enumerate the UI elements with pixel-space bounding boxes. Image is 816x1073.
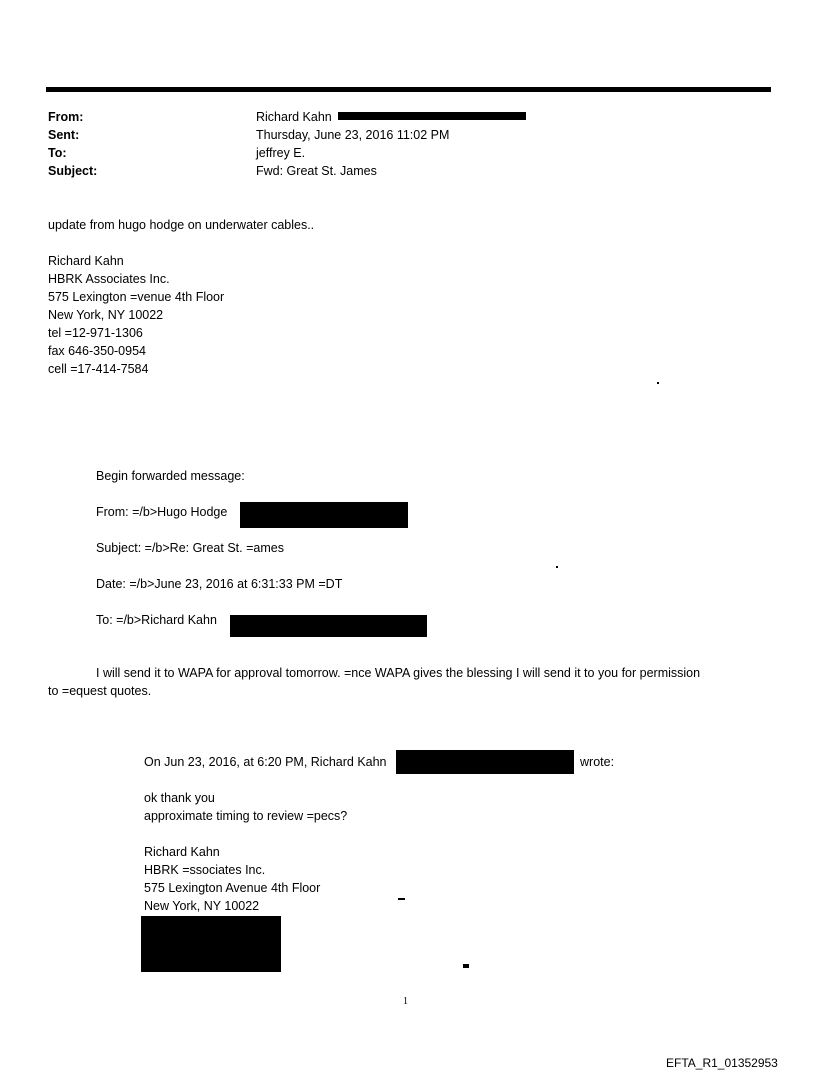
document-id: EFTA_R1_01352953 [666, 1056, 778, 1070]
forward-date: Date: =/b>June 23, 2016 at 6:31:33 PM =DT [96, 577, 343, 591]
speck [398, 898, 405, 900]
forward-message-line-1: I will send it to WAPA for approval tomorrow. =nce WAPA gives the blessing I will send it to you for permission [96, 666, 701, 680]
quoted-signature-line: HBRK =ssociates Inc. [144, 863, 266, 877]
redaction-box [240, 502, 408, 528]
header-rule [46, 87, 771, 92]
subject-label: Subject: [48, 164, 98, 178]
sent-value: Thursday, June 23, 2016 11:02 PM [256, 128, 450, 142]
forward-message-line-2: to =equest quotes. [48, 684, 152, 698]
signature-line: 575 Lexington =venue 4th Floor [48, 290, 225, 304]
redaction-box [230, 615, 427, 637]
quoted-wrote: wrote: [580, 755, 615, 769]
signature-line: Richard Kahn [48, 254, 124, 268]
subject-value: Fwd: Great St. James [256, 164, 377, 178]
quoted-on-line: On Jun 23, 2016, at 6:20 PM, Richard Kahn [144, 755, 387, 769]
forward-from: From: =/b>Hugo Hodge [96, 505, 228, 519]
quoted-line: approximate timing to review =pecs? [144, 809, 348, 823]
signature-line: tel =12-971-1306 [48, 326, 143, 340]
redaction-box [141, 916, 281, 972]
page-number: 1 [403, 996, 408, 1007]
from-value: Richard Kahn [256, 110, 332, 124]
redaction-box [396, 750, 574, 774]
redaction-bar [338, 112, 526, 120]
speck [657, 382, 659, 384]
sent-label: Sent: [48, 128, 80, 142]
signature-line: New York, NY 10022 [48, 308, 164, 322]
to-label: To: [48, 146, 67, 160]
quoted-signature-line: 575 Lexington Avenue 4th Floor [144, 881, 321, 895]
signature-line: HBRK Associates Inc. [48, 272, 170, 286]
signature-line: fax 646-350-0954 [48, 344, 146, 358]
quoted-signature-line: Richard Kahn [144, 845, 220, 859]
forward-to: To: =/b>Richard Kahn [96, 613, 217, 627]
speck [463, 964, 469, 968]
speck [556, 566, 558, 568]
from-label: From: [48, 110, 84, 124]
forward-begin: Begin forwarded message: [96, 469, 245, 483]
intro-text: update from hugo hodge on underwater cables.. [48, 218, 315, 232]
forward-subject: Subject: =/b>Re: Great St. =ames [96, 541, 284, 555]
quoted-signature-line: New York, NY 10022 [144, 899, 260, 913]
to-value: jeffrey E. [256, 146, 306, 160]
quoted-line: ok thank you [144, 791, 215, 805]
signature-line: cell =17-414-7584 [48, 362, 149, 376]
